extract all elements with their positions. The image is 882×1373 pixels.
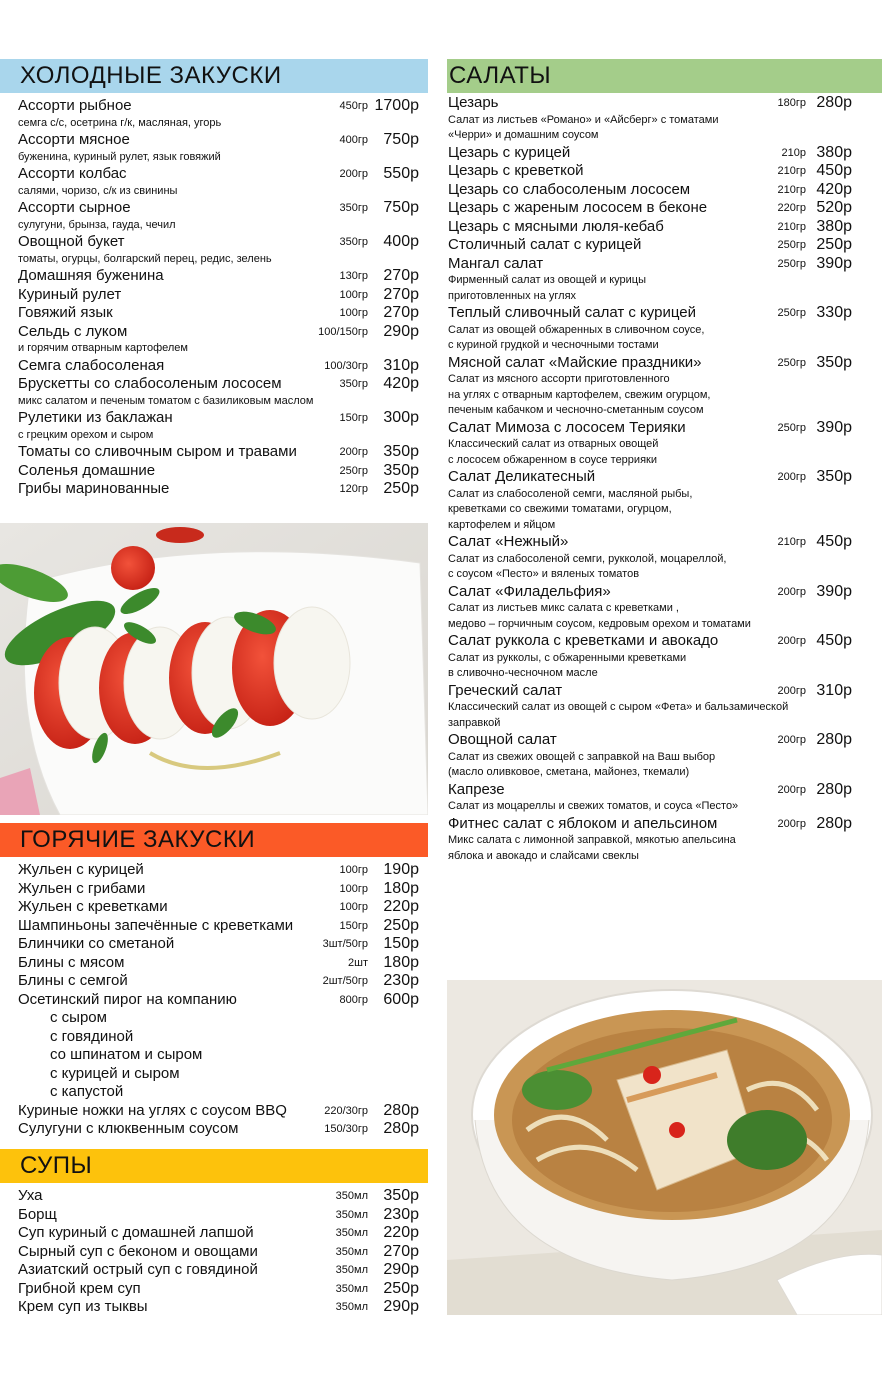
menu-item-weight: 250гр	[777, 421, 806, 434]
menu-item-price: 330р	[816, 304, 852, 321]
menu-item-price: 350р	[383, 461, 419, 479]
menu-item-name: Сырный суп с беконом и овощами	[18, 1242, 258, 1260]
menu-item-name: Куриные ножки на углях с соусом BBQ	[18, 1101, 287, 1119]
menu-item-name: Борщ	[18, 1205, 57, 1223]
menu-item-weight: 210р	[781, 146, 806, 159]
menu-item-weight: 150/30гр	[324, 1123, 368, 1135]
menu-item-name: Грибы маринованные	[18, 480, 170, 497]
menu-item	[0, 480, 428, 499]
menu-item-name: Сельдь с луком	[18, 322, 128, 340]
menu-item-weight: 100гр	[339, 882, 368, 895]
menu-item-name: Капрезе	[448, 780, 505, 798]
menu-item	[447, 781, 882, 800]
menu-item-description: Салат из слабосоленой семги, масляной рыбы,	[448, 487, 693, 500]
menu-item-weight: 220/30гр	[324, 1104, 368, 1117]
menu-item	[0, 861, 428, 880]
menu-item-weight: 250гр	[339, 464, 368, 477]
menu-item-weight: 2шт/50гр	[322, 975, 368, 987]
menu-item	[447, 583, 882, 602]
menu-item-name: Салат руккола с креветками и авокадо	[448, 632, 719, 649]
menu-item-price: 150р	[383, 935, 419, 952]
menu-item	[0, 409, 428, 428]
menu-item-weight: 200гр	[777, 635, 806, 647]
cold-list	[0, 97, 428, 499]
menu-item-name: Брускетты со слабосоленым лососем	[18, 375, 282, 392]
menu-item-price: 380р	[816, 143, 852, 161]
menu-item-name: Блины с семгой	[18, 972, 128, 989]
menu-item-weight: 350мл	[335, 1301, 368, 1313]
menu-item	[447, 144, 882, 163]
menu-item-name: Домашняя буженина	[18, 267, 164, 284]
menu-item-price: 270р	[383, 304, 419, 321]
menu-item-description: яблока и авокадо и слайсами свеклы	[448, 849, 639, 862]
menu-item-price: 250р	[383, 1279, 419, 1297]
menu-item-name: Говяжий язык	[18, 304, 113, 321]
salads-list	[447, 94, 882, 864]
menu-item-description: салями, чоризо, с/к из свинины	[18, 184, 178, 197]
menu-item-weight: 180гр	[777, 97, 806, 109]
menu-item-price: 450р	[816, 533, 852, 550]
menu-item-weight: 100гр	[339, 901, 368, 913]
menu-item-name: Жульен с курицей	[18, 861, 144, 878]
menu-item-name: Цезарь со слабосоленым лососем	[448, 180, 691, 198]
menu-item-weight: 350мл	[335, 1282, 368, 1295]
menu-item-price: 280р	[383, 1120, 419, 1137]
menu-item-price: 280р	[816, 814, 852, 832]
menu-item	[0, 375, 428, 394]
menu-item	[0, 1046, 428, 1065]
hot-section	[0, 823, 428, 1139]
menu-item	[0, 199, 428, 218]
menu-item-weight: 200гр	[777, 817, 806, 830]
menu-item-price: 220р	[383, 898, 419, 915]
menu-item-price: 390р	[816, 582, 852, 600]
menu-item-price: 750р	[383, 199, 419, 216]
menu-item-weight: 350гр	[339, 378, 368, 390]
menu-item-description: приготовленных на углях	[448, 289, 577, 302]
cold-section-title: ХОЛОДНЫЕ ЗАКУСКИ	[0, 59, 428, 93]
menu-item-price: 400р	[383, 233, 419, 250]
cold-section	[0, 59, 428, 499]
menu-item	[0, 462, 428, 481]
menu-item	[0, 1065, 428, 1084]
menu-item-price: 290р	[383, 1261, 419, 1278]
menu-item-weight: 100гр	[339, 864, 368, 876]
menu-item-name: Столичный салат с курицей	[448, 236, 642, 253]
menu-item-weight: 2шт	[348, 956, 368, 969]
menu-item-weight: 250гр	[777, 307, 806, 319]
menu-item	[0, 443, 428, 462]
menu-item-price: 220р	[383, 1224, 419, 1241]
menu-item-name: Крем суп из тыквы	[18, 1298, 148, 1315]
menu-item-name: Блинчики со сметаной	[18, 935, 175, 952]
menu-item-name: Овощной букет	[18, 233, 125, 250]
menu-item-name: с говядиной	[50, 1027, 134, 1045]
menu-item-price: 280р	[816, 780, 852, 798]
menu-item-weight: 200гр	[339, 446, 368, 458]
menu-item-weight: 210гр	[777, 183, 806, 196]
menu-item-name: Мясной салат «Майские праздники»	[448, 353, 702, 371]
menu-item	[447, 682, 882, 701]
menu-item-name: Салат «Нежный»	[448, 533, 569, 550]
menu-item-weight: 200гр	[777, 783, 806, 796]
menu-item-price: 380р	[816, 217, 852, 235]
menu-item	[0, 357, 428, 376]
menu-item-description: с лососем обжаренном в соусе террияки	[448, 453, 657, 466]
menu-item	[0, 1083, 428, 1102]
menu-item	[0, 917, 428, 936]
menu-item-price: 280р	[816, 94, 852, 111]
menu-item-weight: 350гр	[339, 236, 368, 248]
menu-item-name: с курицей и сыром	[50, 1064, 180, 1082]
menu-item-price: 300р	[383, 409, 419, 426]
menu-item-price: 180р	[383, 953, 419, 971]
menu-item-name: Жульен с грибами	[18, 879, 146, 897]
menu-item-price: 290р	[383, 1298, 419, 1315]
menu-item-name: со шпинатом и сыром	[50, 1046, 203, 1063]
hot-list	[0, 861, 428, 1139]
menu-item	[0, 1009, 428, 1028]
menu-item	[0, 1028, 428, 1047]
menu-item-price: 280р	[816, 731, 852, 748]
menu-item-price: 270р	[383, 267, 419, 284]
menu-item-description: буженина, куриный рулет, язык говяжий	[18, 150, 221, 163]
menu-item-weight: 200гр	[777, 684, 806, 697]
menu-item-name: Греческий салат	[448, 681, 563, 699]
menu-item-weight: 100/150гр	[318, 325, 368, 338]
menu-item-price: 270р	[383, 285, 419, 303]
menu-item-weight: 350мл	[335, 1264, 368, 1276]
menu-item-name: Мангал салат	[448, 254, 544, 272]
menu-item-name: Рулетики из баклажан	[18, 409, 173, 426]
menu-item-weight: 100гр	[339, 288, 368, 301]
menu-item	[447, 181, 882, 200]
menu-item	[0, 991, 428, 1010]
menu-item-weight: 200гр	[339, 168, 368, 180]
menu-item-name: Соленья домашние	[18, 461, 156, 479]
menu-item	[447, 731, 882, 750]
menu-item	[0, 1298, 428, 1317]
menu-item-price: 270р	[383, 1242, 419, 1260]
menu-item-weight: 130гр	[339, 270, 368, 282]
menu-item-weight: 200гр	[777, 471, 806, 483]
menu-item	[0, 880, 428, 899]
menu-item-description: заправкой	[448, 716, 501, 729]
menu-item-weight: 350мл	[335, 1227, 368, 1239]
menu-item-description: Салат из листьев микс салата с креветками ,	[448, 602, 679, 614]
menu-item-price: 450р	[816, 632, 852, 649]
menu-item-name: Блины с мясом	[18, 953, 125, 971]
menu-item-price: 420р	[816, 180, 852, 198]
menu-item-price: 600р	[383, 990, 419, 1008]
menu-item-weight: 350гр	[339, 202, 368, 214]
menu-item-price: 310р	[816, 681, 852, 699]
menu-item-description: микс салатом и печеным томатом с базиликовым маслом	[18, 394, 314, 407]
menu-item	[0, 1224, 428, 1243]
menu-item-description: на углях с отварным картофелем, свежим огурцом,	[448, 388, 711, 401]
menu-item-description: печеным кабачком и чесночно-сметанным соусом	[448, 404, 704, 416]
menu-item	[0, 954, 428, 973]
menu-item-description: креветками со свежими томатами, огурцом,	[448, 503, 672, 515]
menu-item-weight: 250гр	[777, 257, 806, 270]
menu-item-name: Салат «Филадельфия»	[448, 582, 611, 600]
menu-item-price: 350р	[816, 353, 852, 371]
menu-item	[0, 1280, 428, 1299]
menu-item-price: 750р	[383, 131, 419, 148]
menu-item-name: Салат Мимоза с лососем Терияки	[448, 418, 686, 436]
menu-item-description: в сливочно-чесночном масле	[448, 667, 598, 679]
menu-item-price: 350р	[816, 468, 852, 485]
hot-section-title: ГОРЯЧИЕ ЗАКУСКИ	[0, 823, 428, 857]
menu-item-price: 550р	[383, 165, 419, 182]
soups-section	[0, 1149, 428, 1317]
menu-item	[447, 255, 882, 274]
menu-item-price: 350р	[383, 1187, 419, 1204]
menu-item-name: Ассорти колбас	[18, 165, 127, 182]
menu-item-name: Уха	[18, 1187, 43, 1204]
menu-item-weight: 350мл	[335, 1208, 368, 1221]
menu-item	[447, 218, 882, 237]
menu-item-description: Салат из моцареллы и свежих томатов, и соуса «Песто»	[448, 800, 739, 812]
menu-item-weight: 220гр	[777, 202, 806, 214]
menu-item-name: Куриный рулет	[18, 285, 122, 303]
menu-item-price: 390р	[816, 418, 852, 436]
caprese-photo	[0, 523, 428, 815]
menu-item	[0, 1206, 428, 1225]
salads-section-title: САЛАТЫ	[447, 59, 882, 93]
menu-item-weight: 800гр	[339, 993, 368, 1006]
menu-item	[447, 632, 882, 651]
menu-item-description: Салат из слабосоленой семги, рукколой, моцареллой,	[448, 552, 727, 565]
menu-item-description: Салат из мясного ассорти приготовленного	[448, 373, 670, 385]
menu-item-price: 250р	[816, 236, 852, 253]
menu-item-description: с куриной грудкой и чесночными тостами	[448, 339, 659, 351]
menu-item-description: Классический салат из отварных овощей	[448, 438, 659, 450]
menu-item-price: 310р	[383, 356, 419, 374]
menu-item	[0, 131, 428, 150]
menu-item	[447, 468, 882, 487]
menu-item	[0, 1120, 428, 1139]
menu-item-weight: 200гр	[777, 585, 806, 598]
menu-item	[0, 972, 428, 991]
menu-item-description: Фирменный салат из овощей и курицы	[448, 274, 646, 286]
menu-item-description: медово – горчичным соусом, кедровым орехом и томатами	[448, 617, 751, 630]
menu-item-price: 390р	[816, 254, 852, 272]
menu-item-description: (масло оливковое, сметана, майонез, ткемали)	[448, 766, 690, 778]
menu-item-description: картофелем и яйцом	[448, 518, 556, 531]
menu-item	[0, 267, 428, 286]
menu-item-description: Салат из свежих овощей с заправкой на Ваш выбор	[448, 750, 716, 763]
menu-item-description: Салат из рукколы, с обжаренными креветками	[448, 651, 687, 664]
menu-item-weight: 210гр	[777, 165, 806, 177]
menu-item	[447, 304, 882, 323]
menu-item-description: сулугуни, брынза, гауда, чечил	[18, 218, 176, 231]
menu-item-price: 180р	[383, 879, 419, 897]
menu-item-name: Овощной салат	[448, 731, 557, 748]
menu-item-description: семга с/с, осетрина г/к, масляная, угорь	[18, 116, 222, 129]
menu-item	[0, 323, 428, 342]
menu-item	[0, 286, 428, 305]
menu-item	[447, 236, 882, 255]
menu-item-weight: 400гр	[339, 134, 368, 146]
menu-item	[447, 162, 882, 181]
menu-item-name: Томаты со сливочным сыром и травами	[18, 443, 297, 460]
menu-item-description: с грецким орехом и сыром	[18, 428, 154, 441]
menu-item-name: Ассорти рыбное	[18, 97, 132, 114]
menu-item-price: 290р	[383, 322, 419, 340]
menu-item-description: «Черри» и домашним соусом	[448, 129, 599, 141]
menu-item-weight: 210гр	[777, 220, 806, 233]
menu-item	[0, 165, 428, 184]
menu-item-weight: 250гр	[777, 239, 806, 251]
menu-item-name: Семга слабосоленая	[18, 356, 165, 374]
menu-item-weight: 250гр	[777, 356, 806, 369]
menu-item-name: Цезарь с креветкой	[448, 162, 584, 179]
menu-item	[0, 935, 428, 954]
menu-item-name: Теплый сливочный салат с курицей	[448, 304, 696, 321]
menu-item	[447, 815, 882, 834]
menu-item	[0, 1243, 428, 1262]
menu-item-name: Цезарь с курицей	[448, 143, 571, 161]
menu-item-name: Цезарь с жареным лососем в беконе	[448, 199, 708, 216]
menu-item-name: Фитнес салат с яблоком и апельсином	[448, 814, 718, 832]
menu-item	[0, 1261, 428, 1280]
menu-item-name: Суп куриный с домашней лапшой	[18, 1224, 254, 1241]
menu-item-weight: 210гр	[777, 536, 806, 548]
menu-item-price: 230р	[383, 1205, 419, 1223]
menu-item	[447, 94, 882, 113]
menu-item	[447, 354, 882, 373]
menu-item	[447, 419, 882, 438]
menu-item	[447, 533, 882, 552]
menu-item-weight: 100гр	[339, 307, 368, 319]
menu-item	[0, 304, 428, 323]
menu-item	[0, 898, 428, 917]
menu-item	[447, 199, 882, 218]
menu-item-name: Ассорти мясное	[18, 131, 130, 148]
salads-section	[447, 59, 882, 864]
menu-item-weight: 120гр	[339, 483, 368, 495]
menu-item-name: Цезарь	[448, 94, 499, 111]
menu-item-price: 520р	[816, 199, 852, 216]
menu-item-weight: 100/30гр	[324, 359, 368, 372]
menu-item-name: Шампиньоны запечённые с креветками	[18, 916, 294, 934]
menu-item-price: 450р	[816, 162, 852, 179]
menu-item-description: томаты, огурцы, болгарский перец, редис, зелень	[18, 252, 272, 265]
menu-item-name: Осетинский пирог на компанию	[18, 990, 237, 1008]
menu-item-price: 190р	[383, 861, 419, 878]
menu-item-description: и горячим отварным картофелем	[18, 342, 188, 354]
menu-item-description: Микс салата с лимонной заправкой, мякотью апельсина	[448, 834, 736, 846]
menu-item-price: 420р	[383, 375, 419, 392]
menu-item-price: 250р	[383, 480, 419, 497]
menu-item-name: Салат Деликатесный	[448, 468, 596, 485]
menu-item-description: Салат из овощей обжаренных в сливочном соусе,	[448, 323, 705, 336]
menu-item-weight: 150гр	[339, 412, 368, 424]
menu-item	[0, 233, 428, 252]
soup-photo	[447, 980, 882, 1315]
menu-item-name: Цезарь с мясными люля-кебаб	[448, 217, 664, 235]
menu-item-weight: 350мл	[335, 1190, 368, 1202]
menu-item-description: Классический салат из овощей с сыром «Фета» и бальзамической	[448, 701, 789, 713]
menu-item-price: 280р	[383, 1101, 419, 1119]
menu-item-weight: 350мл	[335, 1245, 368, 1258]
menu-item-price: 250р	[383, 916, 419, 934]
menu-item-name: Азиатский острый суп с говядиной	[18, 1261, 258, 1278]
menu-item-price: 350р	[383, 443, 419, 460]
soups-section-title: СУПЫ	[0, 1149, 428, 1183]
menu-item-price: 230р	[383, 972, 419, 989]
menu-item-weight: 450гр	[339, 100, 368, 112]
menu-item	[0, 1187, 428, 1206]
menu-item-description: Салат из листьев «Романо» и «Айсберг» с томатами	[448, 113, 719, 126]
menu-item-description: с соусом «Песто» и вяленых томатов	[448, 568, 640, 580]
menu-item-price: 1700р	[374, 97, 419, 114]
menu-item-name: с капустой	[50, 1083, 124, 1100]
menu-item	[0, 97, 428, 116]
menu-item-name: Жульен с креветками	[18, 898, 168, 915]
menu-item-name: Ассорти сырное	[18, 199, 131, 216]
menu-item-name: Грибной крем суп	[18, 1279, 141, 1297]
menu-item-name: с сыром	[50, 1009, 107, 1026]
menu-item-weight: 150гр	[339, 919, 368, 932]
menu-item-weight: 200гр	[777, 734, 806, 746]
soups-list	[0, 1187, 428, 1317]
menu-item-name: Сулугуни с клюквенным соусом	[18, 1120, 239, 1137]
menu-item-weight: 3шт/50гр	[322, 938, 368, 950]
menu-item	[0, 1102, 428, 1121]
